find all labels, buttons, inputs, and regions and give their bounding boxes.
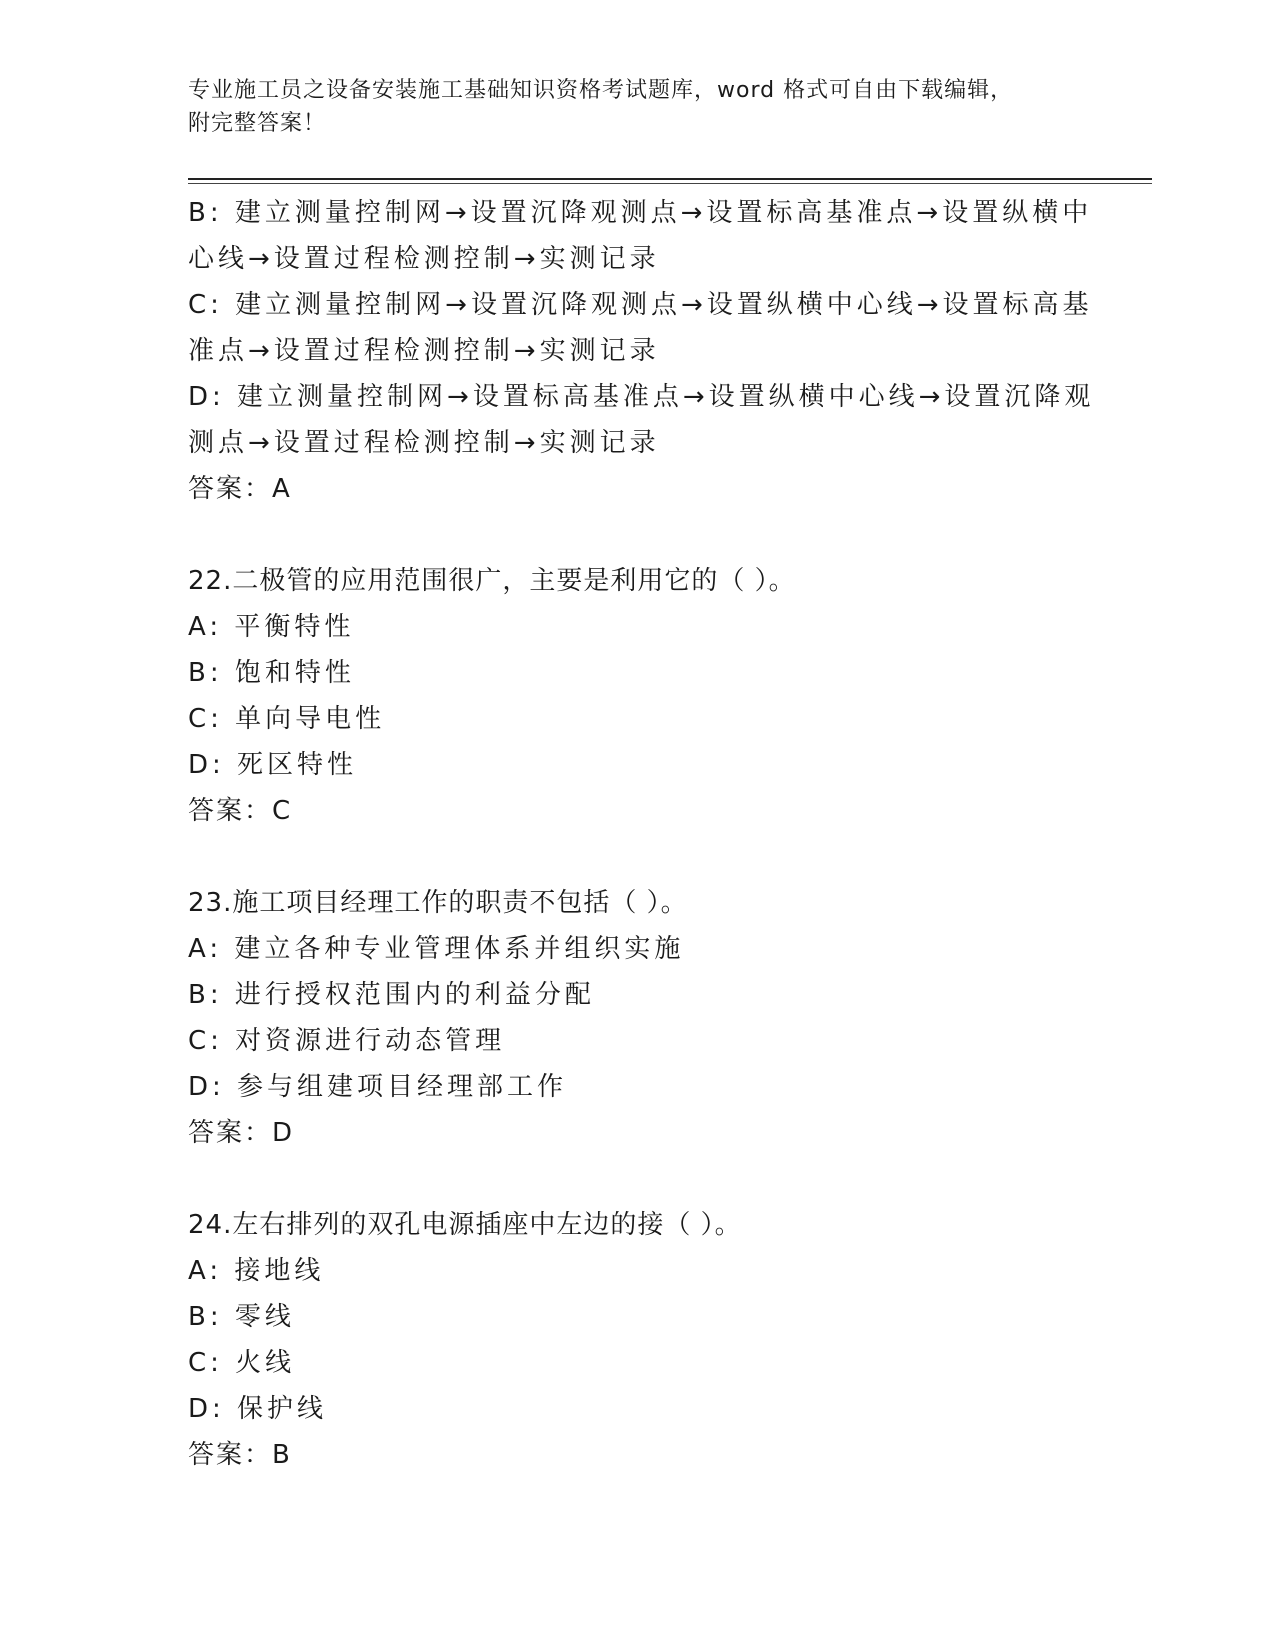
- option-c: C: 对资源进行动态管理: [188, 1026, 506, 1056]
- option-a: A: 建立各种专业管理体系并组织实施: [188, 934, 685, 964]
- document-header: [188, 74, 1068, 140]
- header-divider-thick: [188, 178, 1152, 180]
- option-b: B: 饱和特性: [188, 658, 355, 688]
- option-d: D: 保护线: [188, 1394, 328, 1424]
- option-c: C: 火线: [188, 1348, 296, 1378]
- option-c-line-2: 准点→设置过程检测控制→实测记录: [188, 336, 660, 366]
- option-b: B: 零线: [188, 1302, 295, 1332]
- answer-line: 答案：C: [188, 796, 293, 826]
- question-block-24: [188, 1202, 1078, 1478]
- header-title-line-2: 附完整答案！: [188, 111, 327, 136]
- answer-line: 答案：D: [188, 1118, 295, 1148]
- question-block-22: [188, 558, 1078, 834]
- option-b: B: 进行授权范围内的利益分配: [188, 980, 595, 1010]
- spacer: [188, 834, 1078, 880]
- option-c: C: 单向导电性: [188, 704, 386, 734]
- answer-line: 答案：B: [188, 1440, 292, 1470]
- header-divider-thin: [188, 183, 1152, 184]
- header-title-line-1: 专业施工员之设备安装施工基础知识资格考试题库，word 格式可自由下载编辑，: [188, 78, 1014, 103]
- option-b-line-1: B: 建立测量控制网→设置沉降观测点→设置标高基准点→设置纵横中: [188, 198, 1093, 228]
- question-text: 24.左右排列的双孔电源插座中左边的接（ ）。: [188, 1210, 742, 1240]
- option-d-line-1: D: 建立测量控制网→设置标高基准点→设置纵横中心线→设置沉降观: [188, 382, 1095, 412]
- option-d: D: 参与组建项目经理部工作: [188, 1072, 568, 1102]
- question-text: 23.施工项目经理工作的职责不包括（ ）。: [188, 888, 688, 918]
- answer-line: 答案：A: [188, 474, 292, 504]
- option-a: A: 平衡特性: [188, 612, 355, 642]
- option-d: D: 死区特性: [188, 750, 358, 780]
- question-block-21: [188, 190, 1095, 512]
- option-c-line-1: C: 建立测量控制网→设置沉降观测点→设置纵横中心线→设置标高基: [188, 290, 1093, 320]
- option-a: A: 接地线: [188, 1256, 325, 1286]
- spacer: [188, 512, 1078, 558]
- option-d-line-2: 测点→设置过程检测控制→实测记录: [188, 428, 660, 458]
- option-b-line-2: 心线→设置过程检测控制→实测记录: [188, 244, 660, 274]
- question-block-23: [188, 880, 1078, 1156]
- question-list: [188, 190, 1095, 1478]
- spacer: [188, 1156, 1078, 1202]
- question-text: 22.二极管的应用范围很广，主要是利用它的（ ）。: [188, 566, 796, 596]
